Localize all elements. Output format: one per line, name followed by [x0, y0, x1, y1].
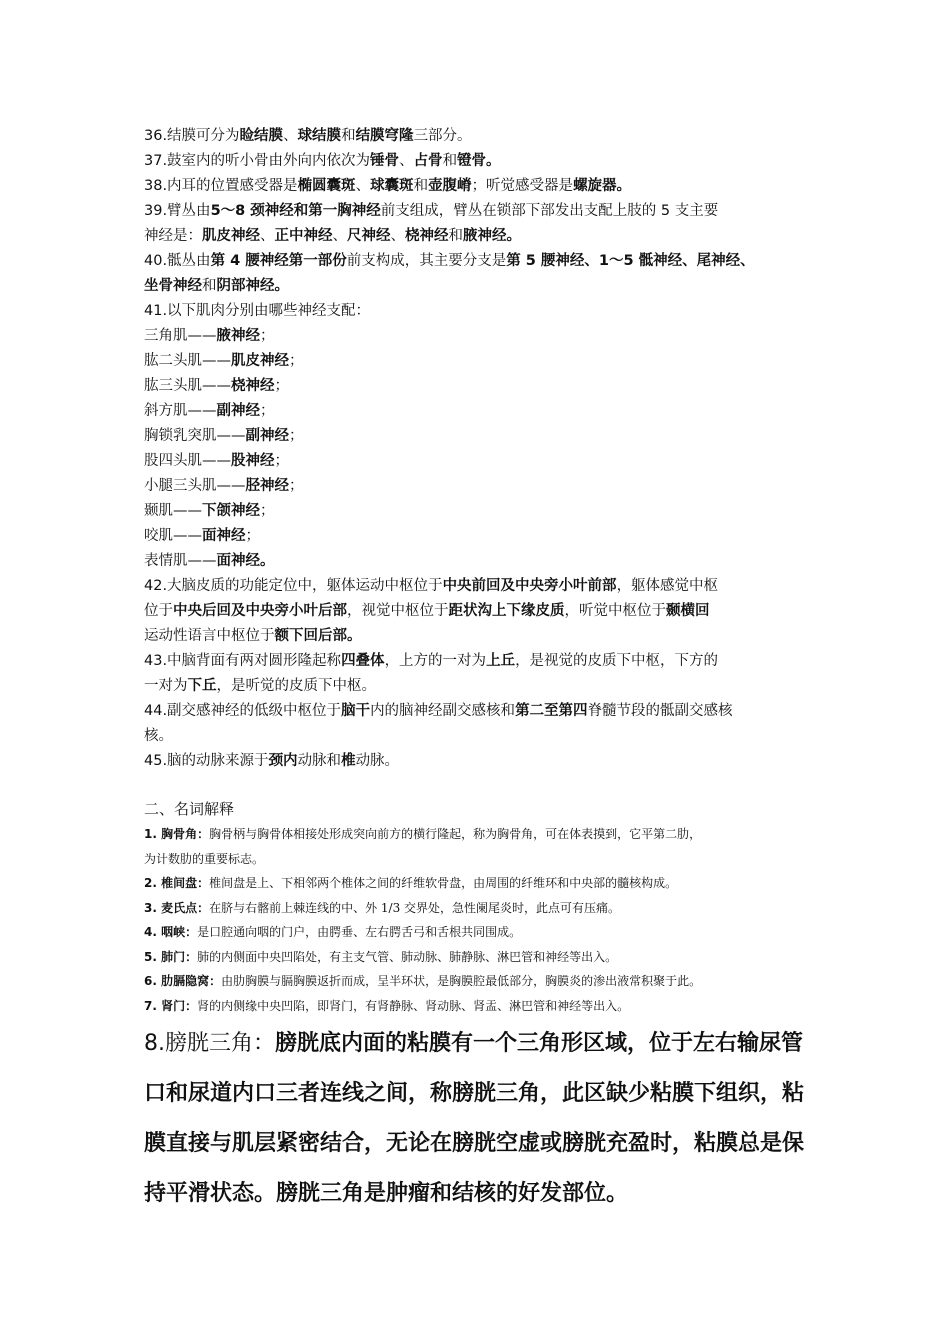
text-run: 、 [283, 128, 298, 144]
definition-text: 肺的内侧面中央凹陷处，有主支气管、肺动脉、肺静脉、淋巴管和神经等出入。 [197, 949, 618, 964]
text-run: 表情肌—— [144, 553, 217, 569]
bold-term: 额下回后部。 [274, 628, 362, 644]
text-run: 动脉。 [355, 753, 400, 769]
text-line [144, 649, 816, 674]
bold-term: 尺神经 [347, 228, 391, 244]
bold-term: 桡神经 [405, 228, 449, 244]
text-run: 一对为 [144, 678, 188, 694]
bold-term: 上丘 [486, 653, 516, 669]
text-run: 三部分。 [413, 128, 472, 144]
bold-term: 椎 [341, 753, 356, 769]
text-line [144, 149, 816, 174]
text-line [144, 524, 816, 549]
answer-list [144, 124, 816, 774]
bladder-trigone-definition [144, 1020, 816, 1218]
text-run: 脊髓节段的骶副交感核 [587, 703, 733, 719]
definition-term: 7. 肾门： [144, 998, 198, 1013]
text-run: ； [245, 528, 260, 544]
definition-line [144, 945, 816, 970]
bold-term: 下颌神经 [202, 503, 260, 519]
definition-line [144, 847, 816, 872]
text-run: ；听觉感受器是 [471, 178, 574, 194]
text-run: 和 [448, 228, 463, 244]
text-run: 三角肌—— [144, 328, 217, 344]
text-run: 44.副交感神经的低级中枢位于 [144, 703, 342, 719]
text-run: 、 [355, 178, 371, 194]
definition-term: 1. 胸骨角： [144, 827, 210, 841]
text-line [144, 199, 816, 224]
text-line [144, 499, 816, 524]
text-run: 38.内耳的位置感受器是 [144, 178, 298, 194]
bold-term: 颈内 [268, 753, 298, 769]
definition-list [144, 822, 816, 1018]
bold-term: 四叠体 [341, 653, 385, 669]
section-gap [144, 774, 816, 796]
text-run: 40.骶丛由 [144, 253, 211, 269]
bold-term: 肌皮神经 [231, 353, 289, 369]
text-run: 运动性语言中枢位于 [144, 628, 275, 644]
text-line [144, 274, 816, 299]
text-line [144, 599, 816, 624]
bold-term: 第 4 腰神经第一部份 [210, 253, 347, 269]
definition-text: 由肋胸膜与膈胸膜返折而成，呈半环状，是胸膜腔最低部分，胸膜炎的渗出液常积聚于此。 [221, 974, 702, 988]
bold-term: 占骨 [413, 153, 443, 169]
definition-line [144, 896, 816, 921]
text-run: 前支组成，臂丛在锁部下部发出支配上肢的 5 支主要 [380, 203, 719, 219]
text-run: 颞肌—— [144, 503, 202, 519]
bold-term: 镫骨。 [457, 153, 501, 169]
bold-term: 颞横回 [666, 603, 710, 619]
text-run: ； [274, 378, 289, 394]
definition-line [144, 969, 816, 994]
text-line [144, 574, 816, 599]
text-run: 37.鼓室内的听小骨由外向内依次为 [144, 153, 371, 169]
text-run: ； [289, 478, 304, 494]
bold-term: 副神经 [245, 428, 289, 444]
document-page [144, 124, 816, 1218]
definition-term: 3. 麦氏点： [144, 900, 210, 915]
definition-text: 肾的内侧缘中央凹陷，即肾门，有肾静脉、肾动脉、肾盂、淋巴管和神经等出入。 [197, 998, 630, 1013]
definition-term: 6. 肋膈隐窝： [144, 974, 222, 988]
text-run: 41.以下肌肉分别由哪些神经支配： [144, 303, 371, 319]
bold-term: 正中神经 [274, 228, 333, 244]
text-line [144, 374, 816, 399]
bold-term: 中央前回及中央旁小叶前部 [442, 578, 617, 594]
large-text-line [144, 1170, 816, 1218]
bold-term: 壶腹嵴 [428, 178, 472, 194]
definition-term: 5. 肺门： [144, 949, 198, 964]
text-line [144, 124, 816, 149]
bold-term: 腋神经 [216, 328, 260, 344]
text-run: 前支构成，其主要分支是 [346, 253, 507, 269]
definition-term: 2. 椎间盘： [144, 876, 210, 890]
text-line [144, 724, 816, 749]
bold-term: 股神经 [231, 453, 275, 469]
text-line [144, 749, 816, 774]
text-run: 股四头肌—— [144, 453, 231, 469]
text-line [144, 324, 816, 349]
text-run: 45.脑的动脉来源于 [144, 753, 269, 769]
bold-term: 椭圆囊斑 [297, 178, 356, 194]
bold-term: 肌皮神经 [202, 228, 260, 244]
text-line [144, 174, 816, 199]
text-line [144, 674, 816, 699]
text-run: 和 [413, 178, 429, 194]
large-text-line [144, 1120, 816, 1168]
text-run: ； [289, 428, 304, 444]
bold-term: 面神经 [202, 528, 246, 544]
bold-term: 螺旋器。 [573, 178, 632, 194]
bold-term: 距状沟上下缘皮质 [448, 603, 565, 619]
text-run: 39.臂丛由 [144, 203, 211, 219]
text-run: ； [289, 353, 304, 369]
bold-term: 5～8 颈神经和第一胸神经 [210, 203, 381, 219]
text-line [144, 699, 816, 724]
text-line [144, 624, 816, 649]
large-text-line [144, 1070, 816, 1118]
text-run: 小腿三头肌—— [144, 478, 246, 494]
text-run: 、 [399, 153, 414, 169]
text-line [144, 449, 816, 474]
text-line [144, 474, 816, 499]
text-run: 位于 [144, 603, 173, 619]
text-run: 36.结膜可分为 [144, 128, 240, 144]
section-heading: 二、名词解释 [144, 800, 235, 818]
text-line [144, 424, 816, 449]
bold-term: 胫神经 [245, 478, 289, 494]
text-run: 动脉和 [297, 753, 342, 769]
text-run: 斜方肌—— [144, 403, 217, 419]
text-run: ，上方的一对为 [384, 653, 487, 669]
text-line [144, 549, 816, 574]
text-run: 神经是： [144, 228, 202, 244]
bold-term: 第 5 腰神经、1～5 骶神经、尾神经、 [506, 253, 755, 269]
definition-line [144, 994, 816, 1019]
text-run: 、 [260, 228, 275, 244]
text-run: 、 [390, 228, 405, 244]
definition-text: 为计数肋的重要标志。 [144, 851, 265, 866]
text-run: 43.中脑背面有两对圆形隆起称 [144, 653, 342, 669]
bold-term: 下丘 [187, 678, 217, 694]
bold-term: 睑结膜 [239, 128, 284, 144]
bold-term: 坐骨神经 [144, 278, 202, 294]
text-line [144, 249, 816, 274]
bold-term: 桡神经 [231, 378, 275, 394]
definition-line [144, 871, 816, 896]
text-run: 42.大脑皮质的功能定位中，躯体运动中枢位于 [144, 578, 443, 594]
text-run: 和 [202, 278, 217, 294]
bold-term: 球结膜 [297, 128, 342, 144]
bold-term: 中央后回及中央旁小叶后部 [173, 603, 347, 619]
text-run: 、 [332, 228, 347, 244]
text-run: ； [260, 403, 275, 419]
text-run: ，躯体感觉中枢 [616, 578, 719, 594]
text-run: ； [260, 503, 275, 519]
bold-term: 锤骨 [370, 153, 400, 169]
text-run: ，听觉中枢位于 [564, 603, 666, 619]
text-line [144, 224, 816, 249]
bold-term: 结膜穹隆 [355, 128, 414, 144]
text-run: 核。 [144, 728, 173, 744]
text-run: 和 [341, 128, 356, 144]
bold-term: 脑干 [341, 703, 371, 719]
bold-term: 膀胱底内面的粘膜有一个三角形区域，位于左右输尿管 [275, 1031, 804, 1056]
definition-line [144, 822, 816, 847]
text-line [144, 299, 816, 324]
definition-term: 4. 咽峡： [144, 925, 198, 939]
bold-term: 阴部神经。 [216, 278, 289, 294]
definition-text: 在脐与右髂前上棘连线的中、外 1/3 交界处，急性阑尾炎时，此点可有压痛。 [209, 900, 621, 915]
bold-term: 第二至第四 [515, 703, 588, 719]
text-run: 胸锁乳突肌—— [144, 428, 246, 444]
bold-term: 口和尿道内口三者连线之间，称膀胱三角，此区缺少粘膜下组织，粘 [144, 1081, 805, 1106]
bold-term: 膜直接与肌层紧密结合，无论在膀胱空虚或膀胱充盈时，粘膜总是保 [144, 1131, 805, 1156]
text-run: 和 [442, 153, 458, 169]
text-line [144, 399, 816, 424]
text-run: 8.膀胱三角： [144, 1031, 275, 1056]
bold-term: 持平滑状态。膀胱三角是肿瘤和结核的好发部位。 [144, 1181, 629, 1206]
text-run: 内的脑神经副交感核和 [370, 703, 516, 719]
text-run: 咬肌—— [144, 528, 202, 544]
text-run: 肱二头肌—— [144, 353, 231, 369]
text-line [144, 349, 816, 374]
text-run: ，是视觉的皮质下中枢，下方的 [515, 653, 719, 669]
definition-line [144, 920, 816, 945]
definition-text: 胸骨柄与胸骨体相接处形成突向前方的横行隆起，称为胸骨角，可在体表摸到，它平第二肋， [209, 827, 702, 841]
bold-term: 面神经。 [216, 553, 275, 569]
text-run: ； [260, 328, 275, 344]
bold-term: 球囊斑 [370, 178, 414, 194]
definition-text: 是口腔通向咽的门户，由腭垂、左右腭舌弓和舌根共同围成。 [197, 925, 522, 939]
large-text-line [144, 1020, 816, 1068]
bold-term: 腋神经。 [463, 228, 521, 244]
text-run: ，是听觉的皮质下中枢。 [216, 678, 376, 694]
definition-text: 椎间盘是上、下相邻两个椎体之间的纤维软骨盘，由周围的纤维环和中央部的髓核构成。 [209, 876, 678, 890]
bold-term: 副神经 [216, 403, 260, 419]
text-run: ； [274, 453, 289, 469]
text-run: ，视觉中枢位于 [347, 603, 449, 619]
text-run: 肱三头肌—— [144, 378, 231, 394]
